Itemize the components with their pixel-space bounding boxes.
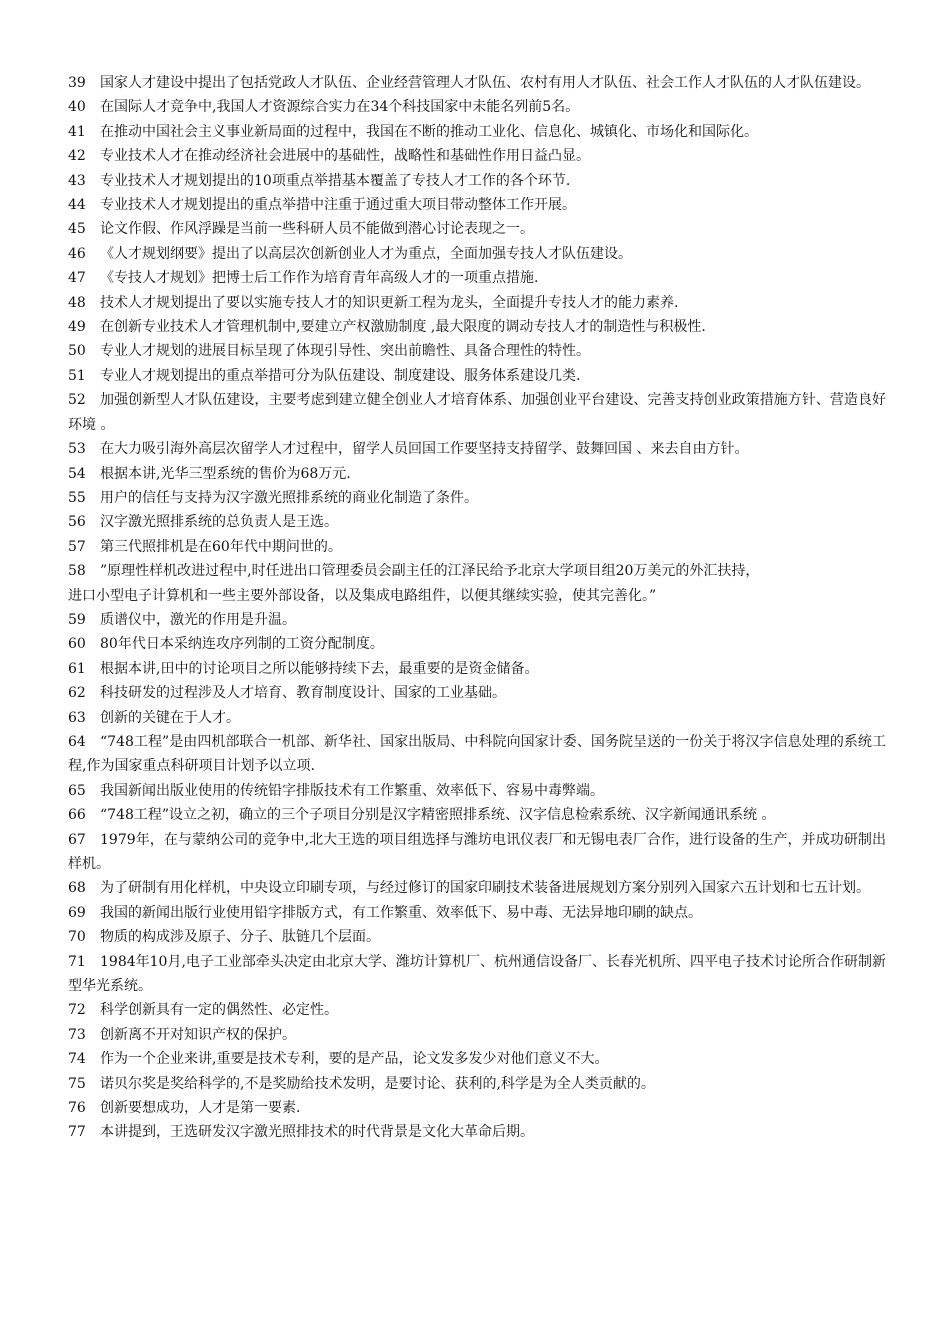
statement-item <box>68 1072 886 1096</box>
statement-item <box>68 1047 886 1071</box>
statement-text: “748工程”是由四机部联合一机部、新华社、国家出版局、中科院向国家计委、国务院呈送的一份关于将汉字信息处理的系统工程,作为国家重点科研项目计划予以立项. <box>68 733 886 775</box>
statement-text: 第三代照排机是在60年代中期问世的。 <box>100 538 342 555</box>
statement-item <box>68 291 886 315</box>
statement-number: 72 <box>68 1002 86 1019</box>
statement-number: 70 <box>68 929 86 946</box>
statement-number: 39 <box>68 75 86 91</box>
statement-item <box>68 608 886 632</box>
statement-number: 41 <box>68 123 86 140</box>
statement-item <box>68 584 886 608</box>
statement-number: 40 <box>68 99 86 116</box>
statement-number: 55 <box>68 489 86 506</box>
statement-item <box>68 339 886 363</box>
statement-number: 59 <box>68 611 86 628</box>
statement-text: 根据本讲,田中的讨论项目之所以能够持续下去，最重要的是资金储备。 <box>100 660 539 677</box>
statement-number: 56 <box>68 514 86 531</box>
statement-text: ”原理性样机改进过程中,时任进出口管理委员会副主任的江泽民给予北京大学项目组20万美元的外汇扶持， <box>100 563 760 580</box>
statement-number: 45 <box>68 221 86 238</box>
statement-number: 44 <box>68 197 86 214</box>
statement-number: 64 <box>68 733 86 750</box>
statement-item <box>68 169 886 193</box>
statement-number: 68 <box>68 880 86 897</box>
statement-text: 专业技术人才规划提出的重点举措中注重于通过重大项目带动整体工作开展。 <box>100 197 576 214</box>
statement-text: 1979年，在与蒙纳公司的竞争中,北大王选的项目组选择与潍坊电讯仪表厂和无锡电表厂合作，进行设备的生产，并成功研制出样机。 <box>68 831 886 872</box>
statement-item <box>68 242 886 266</box>
statement-text: 为了研制有用化样机，中央设立印刷专项，与经过修订的国家印刷技术装备进展规划方案分别列入国家六五计划和七五计划。 <box>100 880 870 897</box>
statement-item <box>68 120 886 144</box>
statement-text: 在大力吸引海外高层次留学人才过程中，留学人员回国工作要坚持支持留学、鼓舞回国 、来去自由方针。 <box>100 441 749 458</box>
statement-text: 国家人才建设中提出了包括党政人才队伍、企业经营管理人才队伍、农村有用人才队伍、社会工作人才队伍的人才队伍建设。 <box>100 75 870 91</box>
statement-item <box>68 1023 886 1047</box>
statement-item <box>68 437 886 461</box>
statement-text: 加强创新型人才队伍建设，主要考虑到建立健全创业人才培育体系、加强创业平台建设、完善支持创业政策措施方针、营造良好环境 。 <box>68 392 886 433</box>
statement-text: 诺贝尔奖是奖给科学的,不是奖励给技术发明，是要讨论、获利的,科学是为全人类贡献的。 <box>100 1075 655 1092</box>
statement-text: 进口小型电子计算机和一些主要外部设备，以及集成电路组件，以便其继续实验，使其完善化。” <box>68 587 657 604</box>
statement-number: 67 <box>68 831 86 848</box>
statement-number: 74 <box>68 1051 86 1068</box>
statement-text: 专业人才规划的进展目标呈现了体现引导性、突出前瞻性、具备合理性的特性。 <box>100 343 590 360</box>
statement-item <box>68 193 886 217</box>
statement-item <box>68 950 886 999</box>
statement-text: 在推动中国社会主义事业新局面的过程中，我国在不断的推动工业化、信息化、城镇化、市场化和国际化。 <box>100 123 758 140</box>
statement-text: 《人才规划纲要》提出了以高层次创新创业人才为重点，全面加强专技人才队伍建设。 <box>100 245 632 262</box>
statement-item <box>68 1120 886 1144</box>
statement-number: 63 <box>68 709 86 726</box>
statement-item <box>68 901 886 925</box>
statement-item <box>68 657 886 681</box>
statement-number: 73 <box>68 1026 86 1043</box>
statement-number: 54 <box>68 465 86 482</box>
statement-text: 创新的关键在于人才。 <box>100 709 240 726</box>
statement-text: 我国新闻出版业使用的传统铅字排版技术有工作繁重、效率低下、容易中毒弊端。 <box>100 782 604 799</box>
statement-text: 用户的信任与支持为汉字激光照排系统的商业化制造了条件。 <box>100 489 478 506</box>
statement-text: 在创新专业技术人才管理机制中,要建立产权激励制度 ,最大限度的调动专技人才的制造性与积极性. <box>100 319 706 336</box>
statement-text: 根据本讲,光华三型系统的售价为68万元. <box>100 465 351 482</box>
statement-text: 80年代日本采纳连攻序列制的工资分配制度。 <box>100 636 384 653</box>
statement-item <box>68 217 886 241</box>
statement-number: 43 <box>68 172 86 189</box>
statement-number: 53 <box>68 441 86 458</box>
statement-number: 58 <box>68 563 86 580</box>
statement-item <box>68 71 886 95</box>
statement-text: 专业技术人才规划提出的10项重点举措基本覆盖了专技人才工作的各个环节. <box>100 172 571 189</box>
statement-text: 在国际人才竞争中,我国人才资源综合实力在34个科技国家中未能名列前5名。 <box>100 99 580 116</box>
statement-number: 77 <box>68 1124 86 1141</box>
statement-text: 《专技人才规划》把博士后工作作为培育青年高级人才的一项重点措施. <box>100 270 539 287</box>
statement-number: 51 <box>68 367 86 384</box>
statement-item <box>68 144 886 168</box>
statement-number: 48 <box>68 294 86 311</box>
statement-number: 49 <box>68 319 86 336</box>
statement-item <box>68 779 886 803</box>
statement-text: 科技研发的过程涉及人才培育、教育制度设计、国家的工业基础。 <box>100 685 506 702</box>
statement-item <box>68 730 886 779</box>
statement-item <box>68 266 886 290</box>
statement-number: 57 <box>68 538 86 555</box>
statement-item <box>68 632 886 656</box>
statement-number: 69 <box>68 904 86 921</box>
statement-item <box>68 95 886 119</box>
statement-text: 1984年10月,电子工业部牵头决定由北京大学、潍坊计算机厂、杭州通信设备厂、长春光机所、四平电子技术讨论所合作研制新型华光系统。 <box>68 953 886 995</box>
statement-text: 论文作假、作风浮躁是当前一些科研人员不能做到潜心讨论表现之一。 <box>100 221 534 238</box>
statement-item <box>68 803 886 827</box>
statement-number: 76 <box>68 1100 86 1117</box>
statement-number: 62 <box>68 685 86 702</box>
statement-item <box>68 559 886 583</box>
statement-item <box>68 510 886 534</box>
statement-number: 75 <box>68 1075 86 1092</box>
statement-item <box>68 364 886 388</box>
statement-number: 50 <box>68 343 86 360</box>
statement-number: 52 <box>68 392 86 409</box>
statement-item <box>68 876 886 900</box>
statement-number: 42 <box>68 148 86 165</box>
statement-text: 科学创新具有一定的偶然性、必定性。 <box>100 1002 338 1019</box>
statement-text: 本讲提到，王选研发汉字激光照排技术的时代背景是文化大革命后期。 <box>100 1124 534 1141</box>
statement-item <box>68 1096 886 1120</box>
statement-item <box>68 681 886 705</box>
statement-item <box>68 462 886 486</box>
statement-text: 技术人才规划提出了要以实施专技人才的知识更新工程为龙头，全面提升专技人才的能力素养. <box>100 294 679 311</box>
statement-text: 质谱仪中，激光的作用是升温。 <box>100 611 296 628</box>
statement-text: 作为一个企业来讲,重要是技术专利，要的是产品，论文发多发少对他们意义不大。 <box>100 1051 609 1068</box>
statement-number: 47 <box>68 270 86 287</box>
statement-text: 专业技术人才在推动经济社会进展中的基础性，战略性和基础性作用日益凸显。 <box>100 148 590 165</box>
statement-item <box>68 486 886 510</box>
statement-item <box>68 706 886 730</box>
statement-item <box>68 315 886 339</box>
statement-text: 汉字激光照排系统的总负责人是王选。 <box>100 514 338 531</box>
statement-item <box>68 998 886 1022</box>
statement-item <box>68 535 886 559</box>
statement-number: 66 <box>68 807 86 824</box>
statement-item <box>68 388 886 437</box>
statement-text: 物质的构成涉及原子、分子、肽链几个层面。 <box>100 929 380 946</box>
statement-text: 创新离不开对知识产权的保护。 <box>100 1026 296 1043</box>
statement-text: 我国的新闻出版行业使用铅字排版方式，有工作繁重、效率低下、易中毒、无法异地印刷的缺点。 <box>100 904 702 921</box>
statement-number: 61 <box>68 660 86 677</box>
statement-text: “748工程”设立之初，确立的三个子项目分别是汉字精密照排系统、汉字信息检索系统、汉字新闻通讯系统 。 <box>100 807 776 824</box>
statement-item <box>68 925 886 949</box>
statement-text: 创新要想成功，人才是第一要素. <box>100 1100 301 1117</box>
statement-text: 专业人才规划提出的重点举措可分为队伍建设、制度建设、服务体系建设几类. <box>100 367 581 384</box>
statement-number: 60 <box>68 636 86 653</box>
statement-number: 46 <box>68 245 86 262</box>
statement-number: 65 <box>68 782 86 799</box>
statement-item <box>68 828 886 877</box>
statement-number: 71 <box>68 953 86 970</box>
